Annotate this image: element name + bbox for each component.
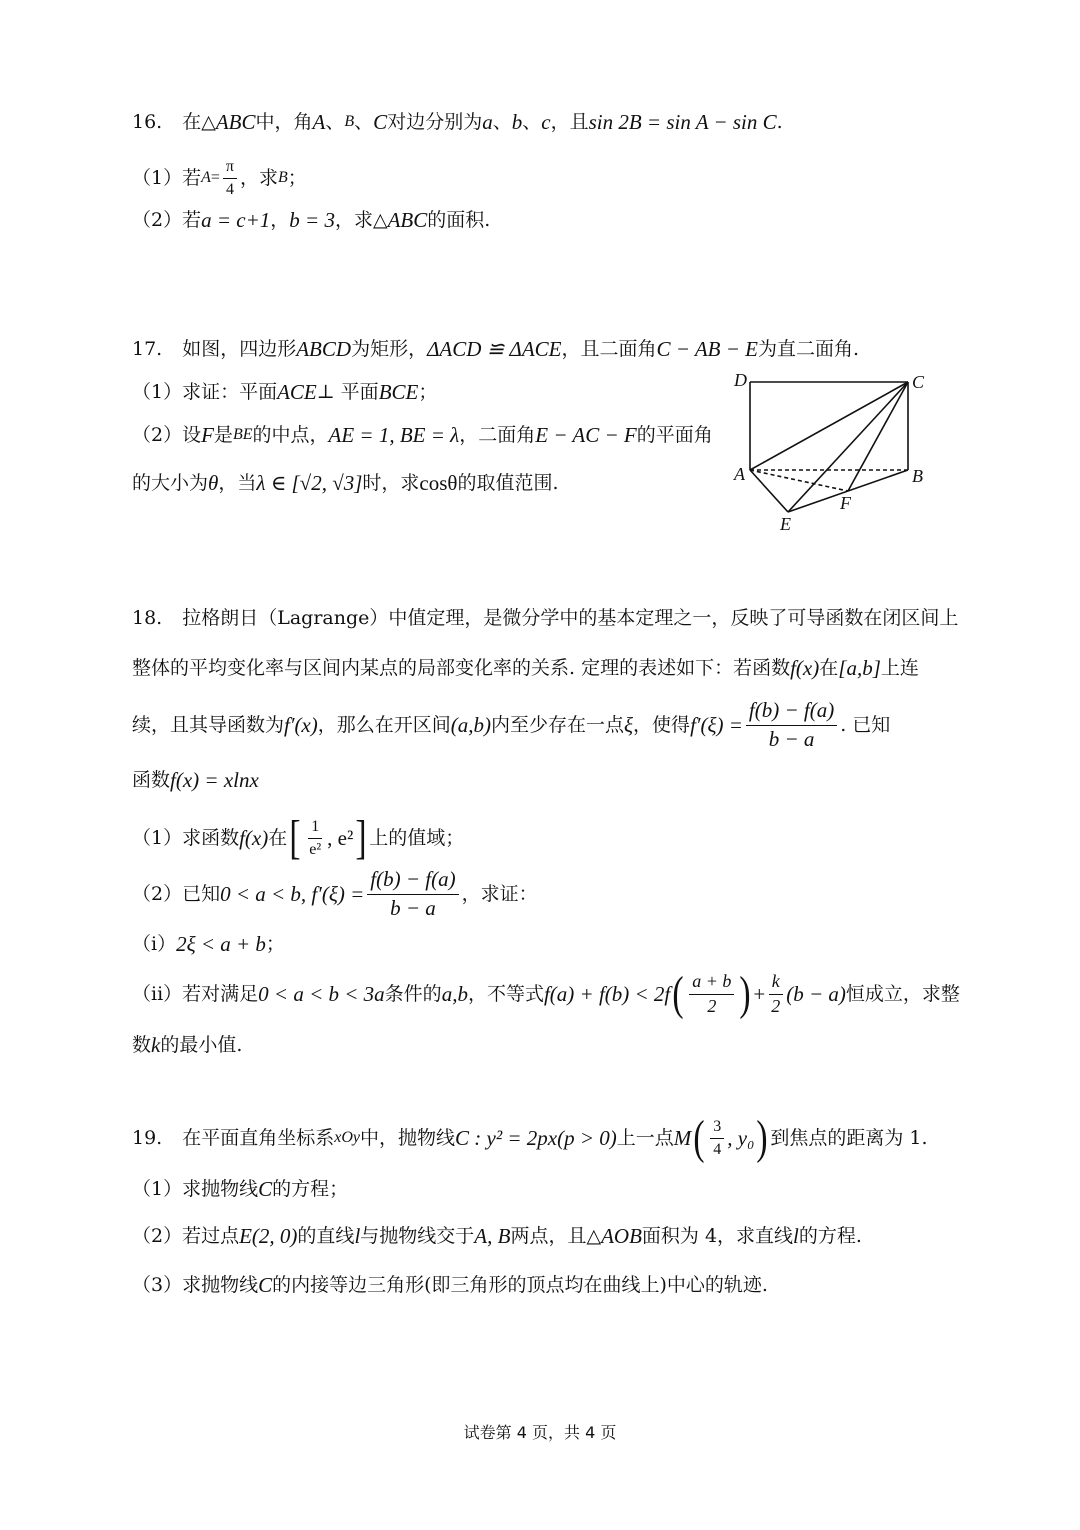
denominator: e² [309,840,322,858]
q17-part1 [132,380,437,404]
text: 与抛物线交于 [360,1225,475,1247]
text: 在平面直角坐标系 [182,1127,335,1149]
q18-line4 [132,768,259,792]
fraction [710,1118,724,1158]
math: f′(ξ) = [690,713,743,737]
q18-line1 [132,606,958,630]
text: （2）设 [132,424,202,446]
math: C [258,1273,273,1297]
text: （1）求抛物线 [132,1178,259,1200]
q18-line3 [132,698,891,751]
q18-number: 18. [132,607,163,629]
math: λ ∈ [√2, √3] [256,471,363,495]
paren-right: ) [739,967,752,1020]
math: ABCD [296,337,352,361]
label-C: C [912,372,925,392]
text: ； [418,381,438,403]
text: （ii）若对满足 [132,983,259,1005]
math: f(a) + f(b) < 2f [543,982,671,1006]
math: [a,b] [838,656,881,680]
math: ABC [387,208,428,232]
text: . [776,111,783,133]
math: a,b [441,982,468,1006]
q17-part2 [132,423,713,447]
math: ξ [624,713,634,737]
text: 整体的平均变化率与区间内某点的局部变化率的关系. 定理的表述如下：若函数 [132,657,791,679]
fraction [367,868,458,919]
denominator: 4 [225,180,234,198]
q17-number: 17. [132,338,163,360]
numerator: a + b [689,972,734,995]
text: 中，角 [255,111,313,133]
math: f′(x) [284,713,318,737]
text: （2）若过点 [132,1225,240,1247]
text: 的平面角 [636,424,713,446]
q17-part2-cont [132,471,559,495]
text: ，当 [218,472,257,494]
text: 、 [354,111,374,133]
math: AE = 1, BE = λ [328,423,460,447]
label-F: F [840,493,851,513]
text: 的大小为 [132,472,209,494]
math: 2ξ < a + b [176,932,266,956]
math: (a,b) [450,713,492,737]
text: 拉格朗日（Lagrange）中值定理，是微分学中的基本定理之一，反映了可导函数在闭区间上 [182,607,959,629]
text: 上的值域； [369,827,465,849]
text: 上连 [880,657,919,679]
text: 两点，且△ [510,1225,602,1247]
edge-AF [750,470,848,491]
math: 0 < a < b, f′(ξ) = [220,882,365,906]
text: 的方程. [798,1225,862,1247]
q16-part1 [132,158,307,198]
text: 、 [325,111,345,133]
text: 的方程； [272,1178,349,1200]
text: （1）若 [132,167,202,190]
text: 时，求 [362,472,420,494]
q18-part2 [132,867,538,920]
numerator: f(b) − f(a) [746,699,837,725]
q17-figure [720,362,940,542]
q18-part2-ii [132,967,960,1020]
q16-stem [132,110,783,134]
text: 的直线 [297,1225,355,1247]
text: ， [270,209,290,231]
denominator: 2 [771,995,781,1016]
paren-left: ( [672,967,684,1020]
math: a = c+1 [201,208,271,232]
math: , y₀ [727,1126,755,1150]
math: xOy [334,1129,360,1146]
math: cosθ [419,471,458,495]
math: F [201,423,214,447]
text: 如图，四边形 [182,338,297,360]
text: 为直二面角. [757,338,860,360]
text: 、 [492,111,512,133]
text: （1）求函数 [132,827,240,849]
paren-left: ( [693,1111,705,1164]
math: sin 2B = sin A − sin C [588,110,777,134]
math: + [753,982,766,1006]
text: 对边分别为 [387,111,483,133]
text: 的最小值. [160,1034,243,1056]
label-E: E [780,514,791,534]
text: 数 [132,1034,152,1056]
math: , e² [327,826,354,850]
text: ，求证： [461,883,538,905]
math: b [511,110,523,134]
text: 续，且其导函数为 [132,714,285,736]
fraction [746,699,837,750]
numerator: k [769,972,783,995]
text: 在 [268,827,288,849]
math: ΔACD ≌ ΔACE [427,337,562,361]
text: （2）若 [132,209,202,231]
denominator: 2 [707,995,717,1016]
math: ABC [215,110,256,134]
text: 的内接等边三角形(即三角形的顶点均在曲线上)中心的轨迹. [272,1274,768,1296]
math: c [541,110,551,134]
math: B [344,113,355,130]
text: . 已知 [840,714,891,736]
math: ACE [277,380,317,404]
q18-part2-i [132,932,285,956]
text: ，使得 [633,714,691,736]
math: k [151,1033,161,1057]
numerator: f(b) − f(a) [367,868,458,894]
label-A: A [734,464,745,484]
edge-AE [750,470,788,512]
math: BCE [378,380,419,404]
page-footer: 试卷第 4 页，共 4 页 [463,1423,617,1442]
text: 面积为 4，求直线 [641,1225,794,1247]
q17-stem [132,337,859,361]
text: 的面积. [427,209,491,231]
numerator: π [223,158,237,179]
math: b = 3 [289,208,335,232]
math: BE [232,426,253,443]
math: C [373,110,388,134]
q19-number: 19. [132,1127,163,1149]
fraction [306,818,324,858]
math: l [354,1224,361,1248]
math: = [210,169,220,187]
text: （i） [132,933,177,955]
math: E − AC − F [535,423,637,447]
text: 为矩形， [351,338,428,360]
q18-part1 [132,811,465,864]
fraction [689,972,734,1017]
numerator: 1 [308,818,322,839]
text: ； [265,933,285,955]
text: ，且 [550,111,589,133]
text: ，不等式 [467,983,544,1005]
math: θ [208,471,219,495]
numerator: 3 [710,1118,724,1139]
q16-number: 16. [132,111,163,133]
math: A, B [474,1224,511,1248]
text: 内至少存在一点 [491,714,625,736]
text: ，且二面角 [561,338,657,360]
q18-line2 [132,656,919,680]
text: ； [287,167,307,190]
math: M [673,1126,692,1150]
denominator: b − a [768,726,815,751]
q16-part2 [132,208,490,232]
math: f(x) [790,656,820,680]
text: ⊥ 平面 [316,381,379,403]
q18-part2-ii-cont [132,1033,242,1057]
math: A [201,169,211,187]
q19-part1 [132,1177,348,1201]
text: 中，抛物线 [360,1127,456,1149]
text: （1）求证：平面 [132,381,278,403]
text: 在△ [182,111,216,133]
denominator: 4 [713,1140,722,1158]
text: 的中点， [252,424,329,446]
label-D: D [734,370,747,390]
math: AOB [601,1224,642,1248]
math: A [312,110,326,134]
denominator: b − a [390,895,436,920]
text: 、 [522,111,542,133]
text: 函数 [132,769,171,791]
text: ，二面角 [459,424,536,446]
q19-part3 [132,1273,768,1297]
q19-stem [132,1111,928,1164]
text: ，求 [239,167,278,190]
math: (b − a) [786,982,846,1006]
math: f(x) = xlnx [170,768,259,792]
text: ，求△ [334,209,388,231]
text: 是 [213,424,233,446]
paren-right: ) [756,1111,768,1164]
math: C : y² = 2px(p > 0) [455,1126,617,1150]
text: 在 [819,657,839,679]
math: l [793,1224,799,1248]
text: （3）求抛物线 [132,1274,259,1296]
math: C [258,1177,273,1201]
math: a [482,110,493,134]
text: 的取值范围. [457,472,559,494]
text: 恒成立，求整 [845,983,960,1005]
math: B [278,169,288,187]
text: ，那么在开区间 [317,714,451,736]
text: 上一点 [616,1127,674,1149]
bracket-right: ] [355,811,367,864]
text: （2）已知 [132,883,221,905]
math: 0 < a < b < 3a [258,982,385,1006]
math: C − AB − E [656,337,758,361]
math: f(x) [239,826,269,850]
fraction [223,158,237,198]
math: E(2, 0) [239,1224,298,1248]
q19-part2 [132,1224,862,1248]
bracket-left: [ [289,811,301,864]
text: 到焦点的距离为 1. [770,1127,928,1149]
fraction [768,972,783,1017]
label-B: B [912,466,923,486]
text: 条件的 [384,983,442,1005]
